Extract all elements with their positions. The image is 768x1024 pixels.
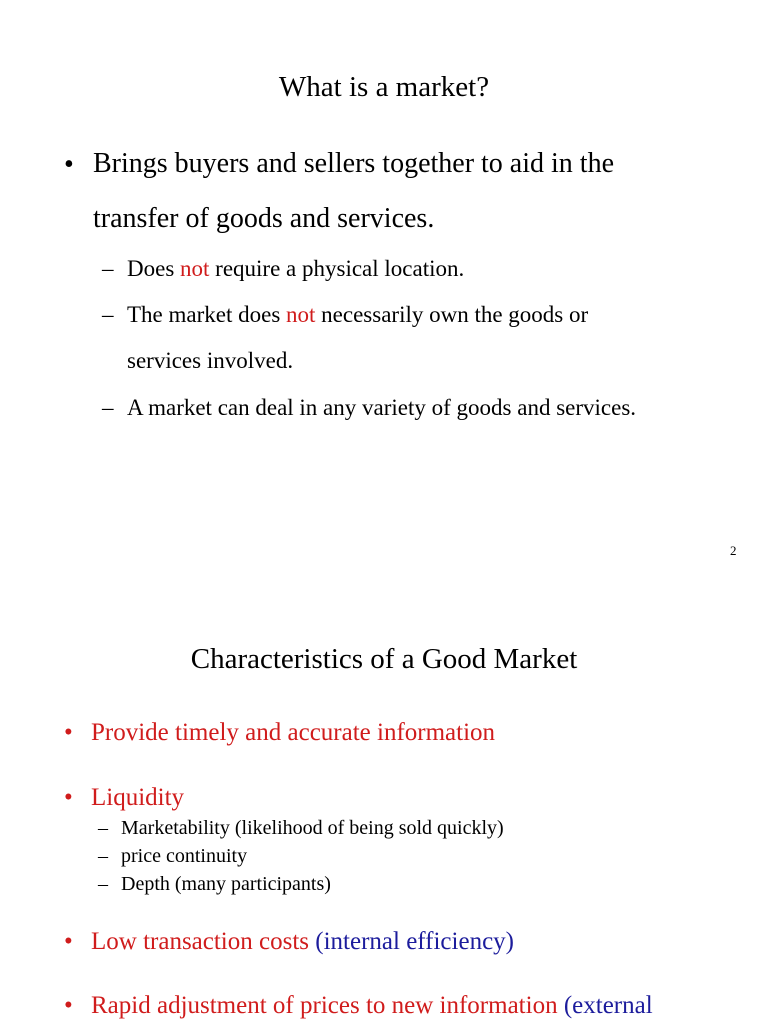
slide-characteristics-good-market [0, 575, 768, 1024]
slide-title: Characteristics of a Good Market [190, 643, 578, 675]
bullet-timely-information: Provide timely and accurate information [91, 719, 496, 746]
sub-bullet-variety: A market can deal in any variety of goods and services. [127, 395, 637, 420]
page-number: 2 [730, 543, 737, 558]
emphasis-not: not [286, 302, 316, 327]
bullet-note: (external [563, 992, 653, 1019]
emphasis-not: not [180, 256, 210, 281]
sub-bullet-dash: – [102, 302, 114, 327]
sub-bullet-marketability: Marketability (likelihood of being sold quickly) [121, 817, 504, 839]
sub-bullet-physical-location [127, 256, 464, 282]
sub-bullet-ownership [127, 302, 588, 328]
sub-bullet-text: require a physical location. [209, 256, 465, 281]
sub-bullet-price-continuity: price continuity [121, 845, 248, 867]
sub-bullet-dash: – [98, 817, 108, 839]
sub-bullet-text: The market does [127, 302, 287, 327]
bullet-note: (internal efficiency) [315, 928, 514, 955]
sub-bullet-ownership-continued: services involved. [127, 348, 294, 373]
sub-bullet-text: necessarily own the goods or [315, 302, 589, 327]
sub-bullet-text: Does [127, 256, 181, 281]
main-bullet-line-2: transfer of goods and services. [93, 203, 435, 234]
sub-bullet-dash: – [102, 395, 114, 420]
bullet-low-transaction-costs [91, 928, 514, 956]
bullet-dot: • [64, 784, 73, 811]
sub-bullet-depth: Depth (many participants) [121, 873, 331, 895]
bullet-liquidity: Liquidity [91, 784, 185, 811]
bullet-dot: • [64, 149, 74, 180]
bullet-dot: • [64, 719, 73, 746]
slide-title: What is a market? [278, 71, 490, 103]
sub-bullet-dash: – [102, 256, 114, 281]
bullet-text: Rapid adjustment of prices to new information [91, 992, 564, 1019]
bullet-dot: • [64, 928, 73, 955]
bullet-dot: • [64, 992, 73, 1019]
sub-bullet-dash: – [98, 845, 108, 867]
sub-bullet-dash: – [98, 873, 108, 895]
bullet-rapid-adjustment [91, 992, 653, 1020]
bullet-text: Low transaction costs [91, 928, 316, 955]
main-bullet-line-1: Brings buyers and sellers together to aid in the [93, 148, 614, 179]
